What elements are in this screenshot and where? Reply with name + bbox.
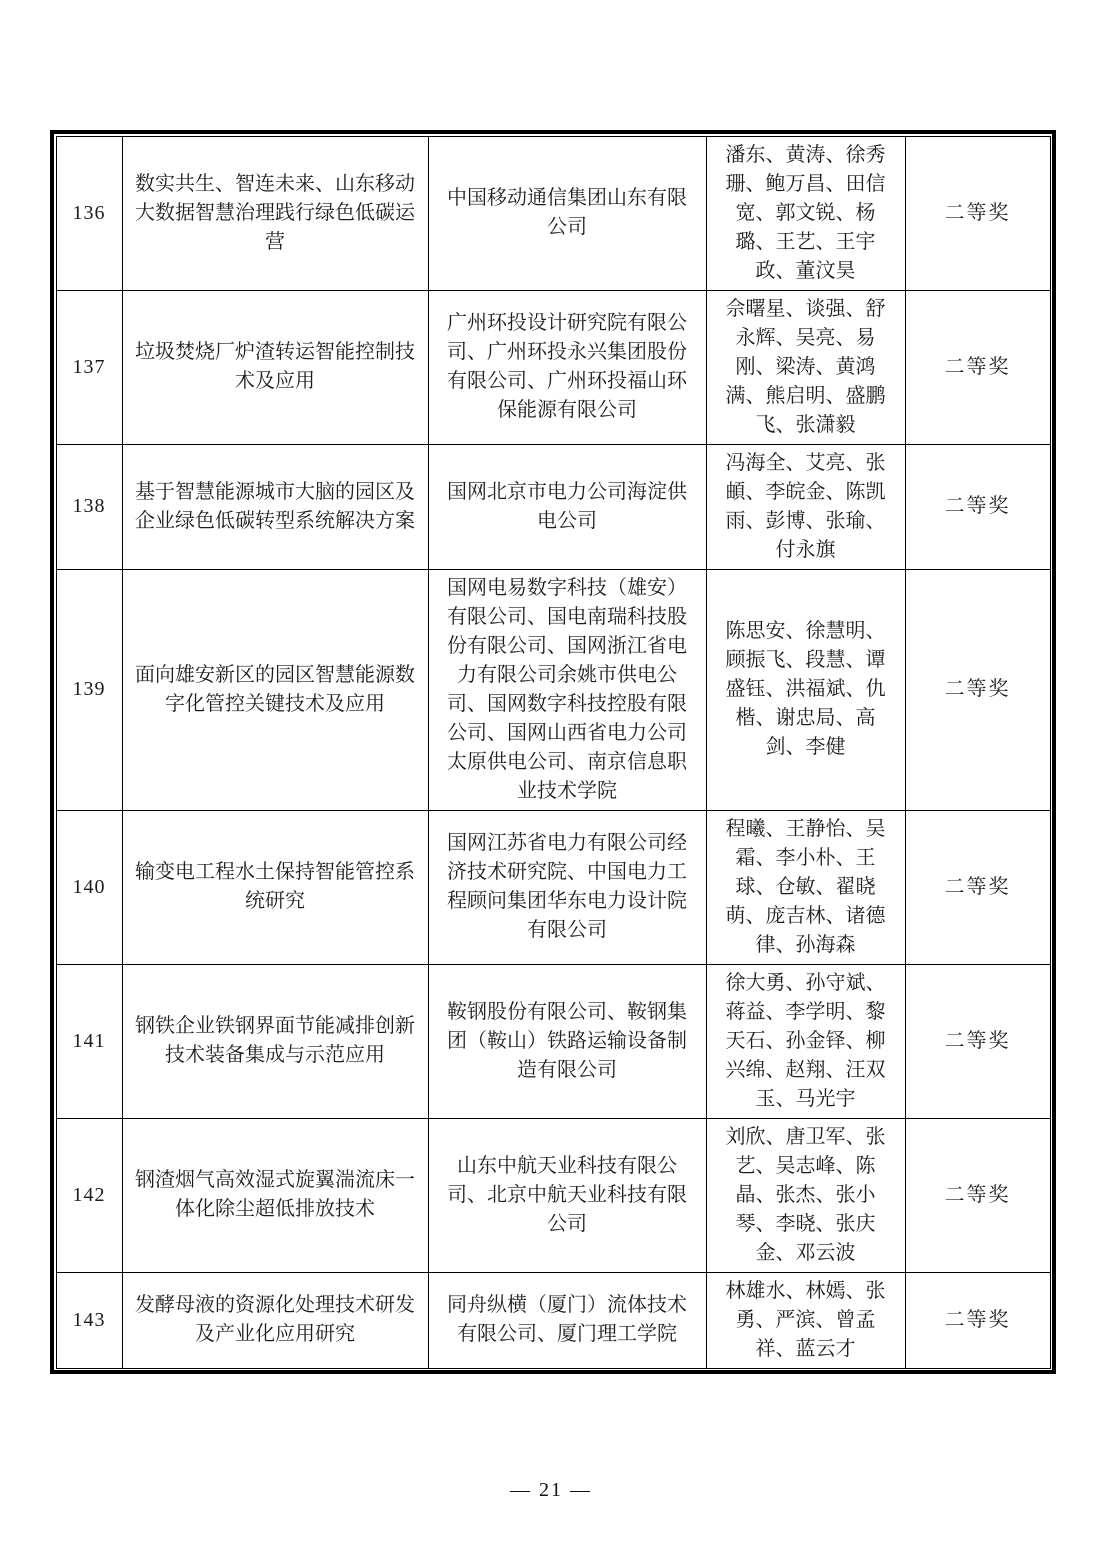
project-title-cell: 输变电工程水土保持智能管控系统研究 (122, 810, 428, 964)
table-row (56, 964, 1050, 1118)
organization-cell: 广州环投设计研究院有限公司、广州环投永兴集团股份有限公司、广州环投福山环保能源有限公司 (428, 290, 706, 444)
team-members-cell: 佘曙星、谈强、舒永辉、吴亮、易刚、梁涛、黄鸿满、熊启明、盛鹏飞、张潇毅 (706, 290, 905, 444)
award-level-cell: 二等奖 (905, 810, 1050, 964)
organization-cell: 同舟纵横（厦门）流体技术有限公司、厦门理工学院 (428, 1272, 706, 1368)
row-number-cell: 141 (56, 964, 122, 1118)
row-number-cell: 138 (56, 444, 122, 569)
awards-table-frame (50, 130, 1056, 1374)
project-title-cell: 钢铁企业铁钢界面节能减排创新技术装备集成与示范应用 (122, 964, 428, 1118)
project-title-cell: 数实共生、智连未来、山东移动大数据智慧治理践行绿色低碳运营 (122, 136, 428, 290)
row-number-cell: 143 (56, 1272, 122, 1368)
organization-cell: 国网电易数字科技（雄安）有限公司、国电南瑞科技股份有限公司、国网浙江省电力有限公司余姚市供电公司、国网数字科技控股有限公司、国网山西省电力公司太原供电公司、南京信息职业技术学院 (428, 569, 706, 810)
organization-cell: 中国移动通信集团山东有限公司 (428, 136, 706, 290)
award-level-cell: 二等奖 (905, 1118, 1050, 1272)
row-number-cell: 137 (56, 290, 122, 444)
project-title-cell: 面向雄安新区的园区智慧能源数字化管控关键技术及应用 (122, 569, 428, 810)
page-number: — 21 — (510, 1479, 592, 1501)
organization-cell: 山东中航天业科技有限公司、北京中航天业科技有限公司 (428, 1118, 706, 1272)
table-row (56, 136, 1050, 290)
row-number-cell: 142 (56, 1118, 122, 1272)
team-members-cell: 陈思安、徐慧明、顾振飞、段慧、谭盛钰、洪福斌、仇楷、谢忠局、高剑、李健 (706, 569, 905, 810)
award-level-cell: 二等奖 (905, 444, 1050, 569)
table-row (56, 1118, 1050, 1272)
row-number-cell: 140 (56, 810, 122, 964)
project-title-cell: 发酵母液的资源化处理技术研发及产业化应用研究 (122, 1272, 428, 1368)
table-row (56, 444, 1050, 569)
team-members-cell: 徐大勇、孙守斌、蒋益、李学明、黎天石、孙金铎、柳兴绵、赵翔、汪双玉、马光宇 (706, 964, 905, 1118)
award-level-cell: 二等奖 (905, 964, 1050, 1118)
awards-table (56, 136, 1051, 1369)
table-row (56, 569, 1050, 810)
award-level-cell: 二等奖 (905, 136, 1050, 290)
award-level-cell: 二等奖 (905, 569, 1050, 810)
table-row (56, 810, 1050, 964)
row-number-cell: 136 (56, 136, 122, 290)
award-level-cell: 二等奖 (905, 1272, 1050, 1368)
team-members-cell: 林雄水、林嫣、张勇、严滨、曾孟祥、蓝云才 (706, 1272, 905, 1368)
organization-cell: 国网江苏省电力有限公司经济技术研究院、中国电力工程顾问集团华东电力设计院有限公司 (428, 810, 706, 964)
organization-cell: 鞍钢股份有限公司、鞍钢集团（鞍山）铁路运输设备制造有限公司 (428, 964, 706, 1118)
award-level-cell: 二等奖 (905, 290, 1050, 444)
team-members-cell: 刘欣、唐卫军、张艺、吴志峰、陈晶、张杰、张小琴、李晓、张庆金、邓云波 (706, 1118, 905, 1272)
team-members-cell: 冯海全、艾亮、张頔、李皖金、陈凯雨、彭博、张瑜、付永旗 (706, 444, 905, 569)
row-number-cell: 139 (56, 569, 122, 810)
table-row (56, 1272, 1050, 1368)
project-title-cell: 垃圾焚烧厂炉渣转运智能控制技术及应用 (122, 290, 428, 444)
team-members-cell: 潘东、黄涛、徐秀珊、鲍万昌、田信宽、郭文锐、杨璐、王艺、王宇政、董汶昊 (706, 136, 905, 290)
organization-cell: 国网北京市电力公司海淀供电公司 (428, 444, 706, 569)
table-row (56, 290, 1050, 444)
project-title-cell: 基于智慧能源城市大脑的园区及企业绿色低碳转型系统解决方案 (122, 444, 428, 569)
team-members-cell: 程曦、王静怡、吴霜、李小朴、王球、仓敏、翟晓萌、庞吉林、诸德律、孙海森 (706, 810, 905, 964)
project-title-cell: 钢渣烟气高效湿式旋翼湍流床一体化除尘超低排放技术 (122, 1118, 428, 1272)
